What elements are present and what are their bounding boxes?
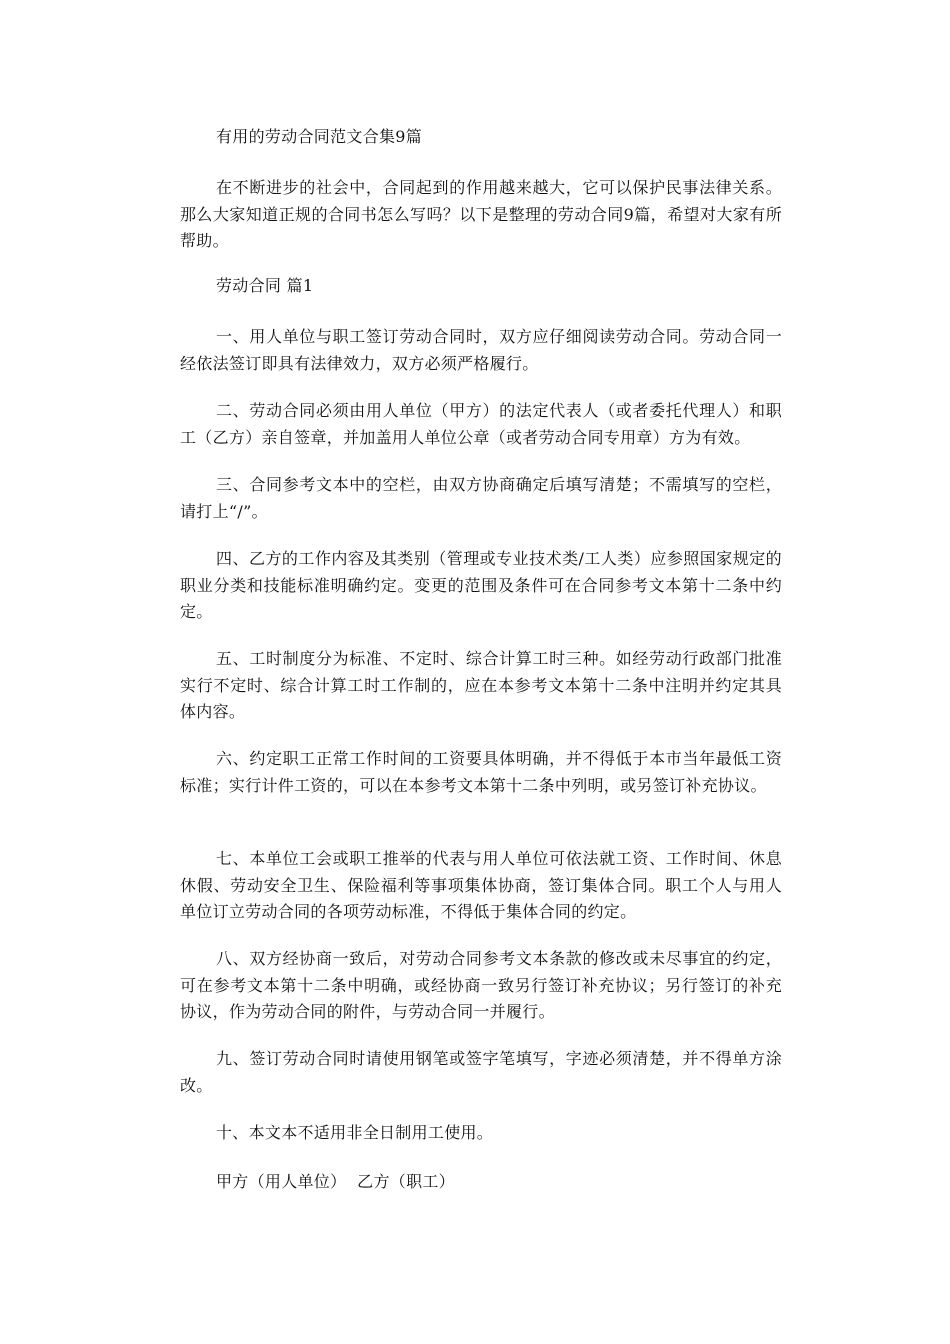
clause-2: 二、劳动合同必须由用人单位（甲方）的法定代表人（或者委托代理人）和职工（乙方）亲自签章，并加盖用人单位公章（或者劳动合同专用章）方为有效。 <box>180 401 782 447</box>
intro-paragraph: 在不断进步的社会中，合同起到的作用越来越大，它可以保护民事法律关系。那么大家知道正规的合同书怎么写吗？以下是整理的劳动合同9篇，希望对大家有所帮助。 <box>180 178 782 250</box>
signature-line: 甲方（用人单位） 乙方（职工） <box>216 1172 455 1191</box>
clause-6: 六、约定职工正常工作时间的工资要具体明确，并不得低于本市当年最低工资标准；实行计件工资的，可以在本参考文本第十二条中列明，或另签订补充协议。 <box>180 749 782 795</box>
clause-8: 八、双方经协商一致后，对劳动合同参考文本条款的修改或未尽事宜的约定，可在参考文本第十二条中明确，或经协商一致另行签订补充协议；另行签订的补充协议，作为劳动合同的附件，与劳动合同一并履行。 <box>180 949 782 1021</box>
clause-10: 十、本文本不适用非全日制用工使用。 <box>216 1123 494 1142</box>
clause-1: 一、用人单位与职工签订劳动合同时，双方应仔细阅读劳动合同。劳动合同一经依法签订即具有法律效力，双方必须严格履行。 <box>180 327 782 373</box>
clause-9: 九、签订劳动合同时请使用钢笔或签字笔填写，字迹必须清楚，并不得单方涂改。 <box>180 1049 782 1095</box>
document-title: 有用的劳动合同范文合集9篇 <box>216 127 423 146</box>
clause-7: 七、本单位工会或职工推举的代表与用人单位可依法就工资、工作时间、休息休假、劳动安全卫生、保险福利等事项集体协商，签订集体合同。职工个人与用人单位订立劳动合同的各项劳动标准，不得低于集体合同的约定。 <box>180 849 782 921</box>
section-heading: 劳动合同 篇1 <box>216 276 314 295</box>
clause-5: 五、工时制度分为标准、不定时、综合计算工时三种。如经劳动行政部门批准实行不定时、综合计算工时工作制的，应在本参考文本第十二条中注明并约定其具体内容。 <box>180 649 782 721</box>
clause-3: 三、合同参考文本中的空栏，由双方协商确定后填写清楚；不需填写的空栏，请打上“/”。 <box>180 475 782 521</box>
clause-4: 四、乙方的工作内容及其类别（管理或专业技术类/工人类）应参照国家规定的职业分类和技能标准明确约定。变更的范围及条件可在合同参考文本第十二条中约定。 <box>180 549 782 621</box>
